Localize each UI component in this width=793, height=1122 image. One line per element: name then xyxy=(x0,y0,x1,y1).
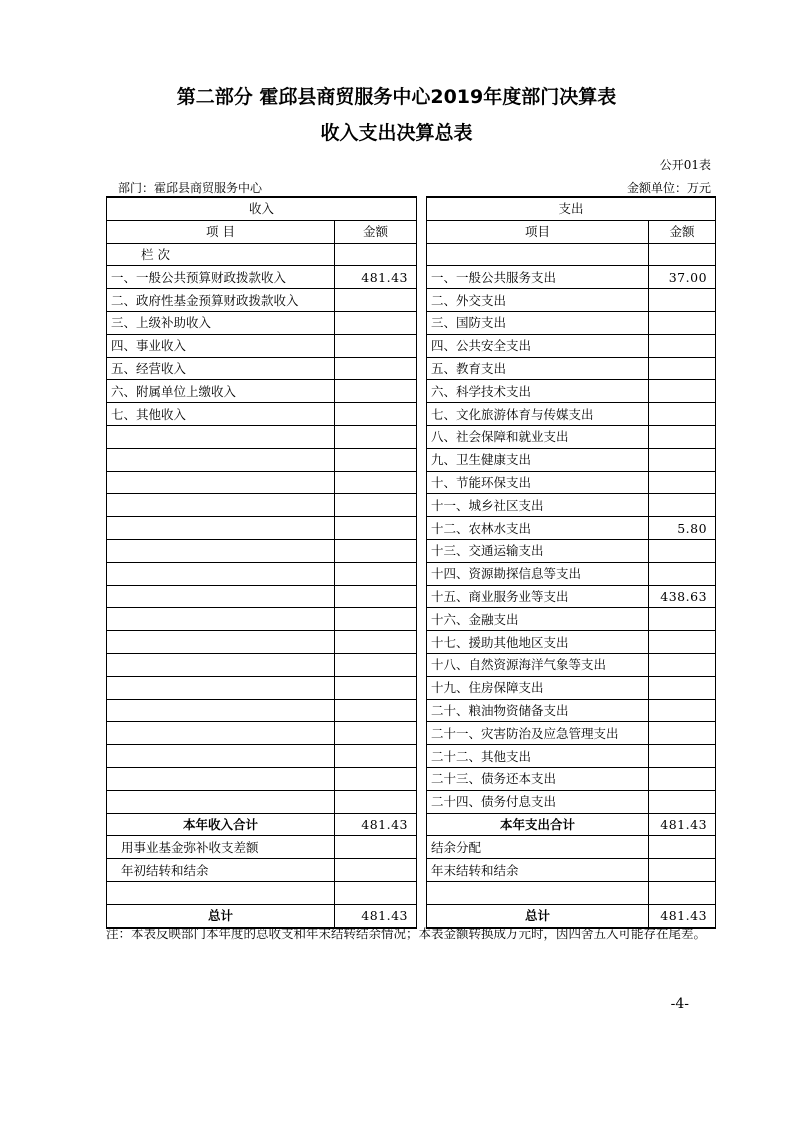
expense-item: 十九、住房保障支出 xyxy=(427,676,649,699)
column-gap xyxy=(417,745,427,768)
income-item xyxy=(107,494,335,517)
table-row xyxy=(107,562,716,585)
income-item xyxy=(107,608,335,631)
expense-amount xyxy=(649,311,716,334)
lanci-row xyxy=(107,243,716,266)
table-row xyxy=(107,881,716,904)
income-item xyxy=(107,653,335,676)
income-item xyxy=(107,562,335,585)
income-item: 七、其他收入 xyxy=(107,403,335,426)
column-gap xyxy=(417,266,427,289)
expense-item: 十六、金融支出 xyxy=(427,608,649,631)
column-gap xyxy=(417,562,427,585)
expense-item: 七、文化旅游体育与传媒支出 xyxy=(427,403,649,426)
column-gap xyxy=(417,790,427,813)
column-gap xyxy=(417,881,427,904)
expense-item: 年末结转和结余 xyxy=(427,859,649,882)
expense-item: 结余分配 xyxy=(427,836,649,859)
column-gap xyxy=(417,243,427,266)
table-row xyxy=(107,517,716,540)
income-item xyxy=(107,790,335,813)
grand-total-income-value: 481.43 xyxy=(335,904,417,927)
lanci-cell xyxy=(427,243,649,266)
column-gap xyxy=(417,448,427,471)
income-amount xyxy=(335,311,417,334)
income-amount xyxy=(335,585,417,608)
expense-amount xyxy=(649,380,716,403)
expense-amount xyxy=(649,471,716,494)
expense-item: 六、科学技术支出 xyxy=(427,380,649,403)
group-header-row xyxy=(107,197,716,220)
table-row xyxy=(107,380,716,403)
expense-item: 十一、城乡社区支出 xyxy=(427,494,649,517)
expense-item: 二十一、灾害防治及应急管理支出 xyxy=(427,722,649,745)
income-total-label: 本年收入合计 xyxy=(107,813,335,836)
expense-amount-header: 金额 xyxy=(649,220,716,243)
income-amount xyxy=(335,539,417,562)
table-row xyxy=(107,767,716,790)
page-number: -4- xyxy=(670,996,689,1012)
table-row xyxy=(107,585,716,608)
income-item: 六、附属单位上缴收入 xyxy=(107,380,335,403)
column-gap xyxy=(417,653,427,676)
column-gap xyxy=(417,836,427,859)
expense-amount: 438.63 xyxy=(649,585,716,608)
expense-amount xyxy=(649,334,716,357)
table-row xyxy=(107,266,716,289)
expense-item: 十四、资源勘探信息等支出 xyxy=(427,562,649,585)
income-amount xyxy=(335,722,417,745)
income-item xyxy=(107,448,335,471)
expense-item: 二十三、债务还本支出 xyxy=(427,767,649,790)
expense-item: 十七、援助其他地区支出 xyxy=(427,631,649,654)
grand-total-expense-value: 481.43 xyxy=(649,904,716,927)
table-row xyxy=(107,699,716,722)
lanci-cell xyxy=(649,243,716,266)
expense-item-header: 项目 xyxy=(427,220,649,243)
table-row xyxy=(107,790,716,813)
grand-total-expense-label: 总计 xyxy=(427,904,649,927)
grand-total-income-label: 总计 xyxy=(107,904,335,927)
column-gap xyxy=(417,585,427,608)
column-gap xyxy=(417,608,427,631)
income-item: 四、事业收入 xyxy=(107,334,335,357)
table-note: 注：本表反映部门本年度的总收支和年末结转结余情况；本表金额转换成万元时，因四舍五入可能存在尾差。 xyxy=(106,926,707,941)
column-gap xyxy=(417,517,427,540)
income-amount xyxy=(335,380,417,403)
expense-amount xyxy=(649,448,716,471)
department-label: 部门：霍邱县商贸服务中心 xyxy=(118,181,263,195)
income-item xyxy=(107,425,335,448)
subtotal-row xyxy=(107,813,716,836)
expense-item: 九、卫生健康支出 xyxy=(427,448,649,471)
table-row xyxy=(107,608,716,631)
expense-amount xyxy=(649,699,716,722)
expense-item: 二十四、债务付息支出 xyxy=(427,790,649,813)
column-gap xyxy=(417,357,427,380)
table-row xyxy=(107,745,716,768)
column-gap xyxy=(417,334,427,357)
column-gap xyxy=(417,220,427,243)
table-row xyxy=(107,311,716,334)
column-gap xyxy=(417,539,427,562)
expense-amount xyxy=(649,357,716,380)
expense-total-label: 本年支出合计 xyxy=(427,813,649,836)
expense-amount xyxy=(649,653,716,676)
income-item xyxy=(107,745,335,768)
expense-total-value: 481.43 xyxy=(649,813,716,836)
table-row xyxy=(107,539,716,562)
expense-amount xyxy=(649,767,716,790)
unit-label: 金额单位：万元 xyxy=(626,181,711,195)
income-amount xyxy=(335,403,417,426)
income-amount xyxy=(335,859,417,882)
table-row xyxy=(107,653,716,676)
expense-item: 四、公共安全支出 xyxy=(427,334,649,357)
income-amount xyxy=(335,289,417,312)
expense-amount xyxy=(649,608,716,631)
income-amount xyxy=(335,494,417,517)
table-row xyxy=(107,722,716,745)
income-amount xyxy=(335,562,417,585)
income-amount xyxy=(335,448,417,471)
column-gap xyxy=(417,380,427,403)
income-expense-table xyxy=(106,196,716,929)
income-item: 用事业基金弥补收支差额 xyxy=(107,836,335,859)
income-item: 年初结转和结余 xyxy=(107,859,335,882)
expense-item: 一、一般公共服务支出 xyxy=(427,266,649,289)
income-item xyxy=(107,767,335,790)
column-gap xyxy=(417,767,427,790)
table-code: 公开01表 xyxy=(659,158,711,172)
income-amount xyxy=(335,653,417,676)
table-title: 收入支出决算总表 xyxy=(320,122,473,144)
expense-amount xyxy=(649,631,716,654)
income-item xyxy=(107,471,335,494)
income-item xyxy=(107,585,335,608)
table-row xyxy=(107,425,716,448)
column-gap xyxy=(417,197,427,220)
income-item: 一、一般公共预算财政拨款收入 xyxy=(107,266,335,289)
table-row xyxy=(107,494,716,517)
lanci-label: 栏 次 xyxy=(107,243,335,266)
expense-amount: 5.80 xyxy=(649,517,716,540)
expense-item: 五、教育支出 xyxy=(427,357,649,380)
table-row xyxy=(107,859,716,882)
lanci-cell xyxy=(335,243,417,266)
column-gap xyxy=(417,311,427,334)
expense-amount xyxy=(649,539,716,562)
income-item xyxy=(107,699,335,722)
income-amount-header: 金额 xyxy=(335,220,417,243)
expense-amount xyxy=(649,676,716,699)
income-amount xyxy=(335,357,417,380)
table-row xyxy=(107,334,716,357)
expense-amount xyxy=(649,836,716,859)
income-item: 三、上级补助收入 xyxy=(107,311,335,334)
column-gap xyxy=(417,494,427,517)
income-amount xyxy=(335,676,417,699)
expense-amount xyxy=(649,745,716,768)
income-group-header: 收入 xyxy=(107,197,417,220)
expense-item: 三、国防支出 xyxy=(427,311,649,334)
table-row xyxy=(107,357,716,380)
expense-item xyxy=(427,881,649,904)
expense-item: 八、社会保障和就业支出 xyxy=(427,425,649,448)
column-gap xyxy=(417,699,427,722)
column-gap xyxy=(417,859,427,882)
income-item xyxy=(107,631,335,654)
income-item xyxy=(107,881,335,904)
income-item: 五、经营收入 xyxy=(107,357,335,380)
expense-amount xyxy=(649,425,716,448)
expense-amount xyxy=(649,494,716,517)
table-row xyxy=(107,403,716,426)
income-amount xyxy=(335,517,417,540)
column-gap xyxy=(417,471,427,494)
income-amount xyxy=(335,836,417,859)
column-gap xyxy=(417,722,427,745)
column-gap xyxy=(417,289,427,312)
column-gap xyxy=(417,403,427,426)
income-item: 二、政府性基金预算财政拨款收入 xyxy=(107,289,335,312)
income-item xyxy=(107,517,335,540)
expense-item: 十、节能环保支出 xyxy=(427,471,649,494)
expense-item: 十五、商业服务业等支出 xyxy=(427,585,649,608)
income-item xyxy=(107,722,335,745)
expense-group-header: 支出 xyxy=(427,197,716,220)
expense-item: 二十、粮油物资储备支出 xyxy=(427,699,649,722)
table-row xyxy=(107,631,716,654)
income-amount xyxy=(335,471,417,494)
income-amount xyxy=(335,790,417,813)
column-gap xyxy=(417,676,427,699)
expense-amount xyxy=(649,859,716,882)
income-amount xyxy=(335,608,417,631)
expense-item: 二十二、其他支出 xyxy=(427,745,649,768)
column-gap xyxy=(417,425,427,448)
income-item-header: 项 目 xyxy=(107,220,335,243)
expense-item: 十二、农林水支出 xyxy=(427,517,649,540)
expense-item: 十八、自然资源海洋气象等支出 xyxy=(427,653,649,676)
expense-item: 十三、交通运输支出 xyxy=(427,539,649,562)
income-amount xyxy=(335,881,417,904)
table-row xyxy=(107,448,716,471)
income-item xyxy=(107,676,335,699)
income-amount xyxy=(335,334,417,357)
table-row xyxy=(107,836,716,859)
expense-item: 二、外交支出 xyxy=(427,289,649,312)
table-row xyxy=(107,676,716,699)
expense-amount xyxy=(649,562,716,585)
expense-amount xyxy=(649,881,716,904)
expense-amount xyxy=(649,403,716,426)
expense-amount xyxy=(649,722,716,745)
income-amount: 481.43 xyxy=(335,266,417,289)
column-gap xyxy=(417,813,427,836)
income-item xyxy=(107,539,335,562)
income-amount xyxy=(335,699,417,722)
expense-amount: 37.00 xyxy=(649,266,716,289)
expense-amount xyxy=(649,790,716,813)
table-row xyxy=(107,289,716,312)
column-header-row xyxy=(107,220,716,243)
table-row xyxy=(107,471,716,494)
income-amount xyxy=(335,745,417,768)
income-amount xyxy=(335,425,417,448)
income-amount xyxy=(335,631,417,654)
income-amount xyxy=(335,767,417,790)
document-title: 第二部分 霍邱县商贸服务中心2019年度部门决算表 xyxy=(176,86,617,108)
income-total-value: 481.43 xyxy=(335,813,417,836)
column-gap xyxy=(417,631,427,654)
expense-amount xyxy=(649,289,716,312)
